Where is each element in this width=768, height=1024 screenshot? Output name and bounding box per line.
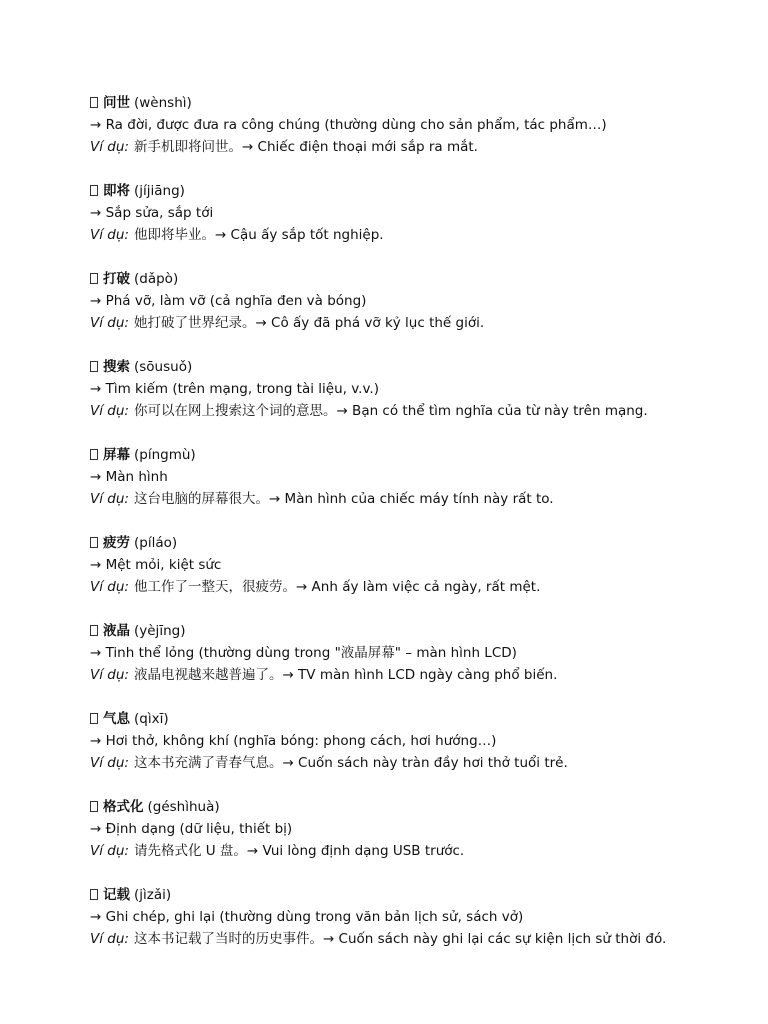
missing-glyph-icon — [90, 801, 98, 812]
example-label: Ví dụ: — [90, 315, 129, 331]
example-line — [90, 488, 750, 510]
example-label: Ví dụ: — [90, 667, 129, 683]
chinese-word: 格式化 — [103, 799, 144, 815]
chinese-word: 屏幕 — [103, 447, 130, 463]
missing-glyph-icon — [90, 625, 98, 636]
example-label: Ví dụ: — [90, 843, 129, 859]
chinese-word: 疲劳 — [103, 535, 130, 551]
chinese-word: 气息 — [103, 711, 130, 727]
missing-glyph-icon — [90, 889, 98, 900]
missing-glyph-icon — [90, 537, 98, 548]
example-label: Ví dụ: — [90, 227, 129, 243]
entry-heading — [90, 268, 750, 290]
example-text: 这台电脑的屏幕很大。→ Màn hình của chiếc máy tính này rất to. — [133, 491, 554, 507]
pinyin: (píngmù) — [134, 447, 196, 463]
example-line — [90, 664, 750, 686]
pinyin: (píláo) — [134, 535, 178, 551]
example-line — [90, 928, 750, 950]
entry-heading — [90, 356, 750, 378]
entry-heading — [90, 884, 750, 906]
example-text: 新手机即将问世。→ Chiếc điện thoại mới sắp ra mắt. — [133, 139, 478, 155]
pinyin: (wènshì) — [134, 95, 192, 111]
entry-heading — [90, 796, 750, 818]
pinyin: (jíjiāng) — [134, 183, 185, 199]
example-line — [90, 840, 750, 862]
example-line — [90, 136, 750, 158]
pinyin: (sōusuǒ) — [134, 359, 193, 375]
example-line — [90, 400, 750, 422]
example-text: 他即将毕业。→ Cậu ấy sắp tốt nghiệp. — [133, 227, 384, 243]
vocab-entry — [90, 884, 750, 950]
pinyin: (géshìhuà) — [147, 799, 220, 815]
chinese-word: 即将 — [103, 183, 130, 199]
example-label: Ví dụ: — [90, 931, 129, 947]
example-line — [90, 312, 750, 334]
vocab-entry — [90, 268, 750, 334]
entry-heading — [90, 444, 750, 466]
example-label: Ví dụ: — [90, 403, 129, 419]
missing-glyph-icon — [90, 97, 98, 108]
meaning: → Phá vỡ, làm vỡ (cả nghĩa đen và bóng) — [90, 293, 367, 309]
pinyin: (yèjīng) — [134, 623, 186, 639]
chinese-word: 液晶 — [103, 623, 130, 639]
example-line — [90, 752, 750, 774]
pinyin: (dǎpò) — [134, 271, 179, 287]
example-label: Ví dụ: — [90, 139, 129, 155]
missing-glyph-icon — [90, 713, 98, 724]
missing-glyph-icon — [90, 273, 98, 284]
chinese-word: 搜索 — [103, 359, 130, 375]
meaning: → Màn hình — [90, 469, 168, 485]
entry-heading — [90, 180, 750, 202]
entry-heading — [90, 620, 750, 642]
pinyin: (jìzǎi) — [134, 887, 172, 903]
meaning: → Định dạng (dữ liệu, thiết bị) — [90, 821, 293, 837]
missing-glyph-icon — [90, 361, 98, 372]
entry-heading — [90, 708, 750, 730]
example-line — [90, 224, 750, 246]
example-text: 他工作了一整天，很疲劳。→ Anh ấy làm việc cả ngày, rất mệt. — [133, 579, 541, 595]
meaning: → Ghi chép, ghi lại (thường dùng trong văn bản lịch sử, sách vở) — [90, 909, 524, 925]
missing-glyph-icon — [90, 449, 98, 460]
meaning: → Hơi thở, không khí (nghĩa bóng: phong cách, hơi hướng…) — [90, 733, 497, 749]
chinese-word: 打破 — [103, 271, 130, 287]
vocab-entry — [90, 92, 750, 158]
example-line — [90, 576, 750, 598]
vocab-entry — [90, 180, 750, 246]
vocab-entry — [90, 620, 750, 686]
meaning: → Ra đời, được đưa ra công chúng (thường dùng cho sản phẩm, tác phẩm…) — [90, 117, 607, 133]
example-label: Ví dụ: — [90, 755, 129, 771]
example-label: Ví dụ: — [90, 491, 129, 507]
entry-heading — [90, 532, 750, 554]
meaning: → Sắp sửa, sắp tới — [90, 205, 214, 221]
example-text: 这本书充满了青春气息。→ Cuốn sách này tràn đầy hơi thở tuổi trẻ. — [133, 755, 568, 771]
example-text: 你可以在网上搜索这个词的意思。→ Bạn có thể tìm nghĩa của từ này trên mạng. — [133, 403, 648, 419]
vocabulary-list — [90, 92, 750, 972]
vocab-entry — [90, 356, 750, 422]
meaning: → Tìm kiếm (trên mạng, trong tài liệu, v.v.) — [90, 381, 379, 397]
chinese-word: 记载 — [103, 887, 130, 903]
example-text: 请先格式化 U 盘。→ Vui lòng định dạng USB trước. — [133, 843, 465, 859]
pinyin: (qìxī) — [134, 711, 169, 727]
example-text: 这本书记载了当时的历史事件。→ Cuốn sách này ghi lại các sự kiện lịch sử thời đó. — [133, 931, 667, 947]
vocab-entry — [90, 532, 750, 598]
vocab-entry — [90, 444, 750, 510]
example-text: 她打破了世界纪录。→ Cô ấy đã phá vỡ kỷ lục thế giới. — [133, 315, 485, 331]
vocab-entry — [90, 796, 750, 862]
vocab-entry — [90, 708, 750, 774]
missing-glyph-icon — [90, 185, 98, 196]
example-label: Ví dụ: — [90, 579, 129, 595]
meaning: → Mệt mỏi, kiệt sức — [90, 557, 222, 573]
entry-heading — [90, 92, 750, 114]
chinese-word: 问世 — [103, 95, 130, 111]
meaning: → Tinh thể lỏng (thường dùng trong "液晶屏幕" – màn hình LCD) — [90, 645, 517, 661]
example-text: 液晶电视越来越普遍了。→ TV màn hình LCD ngày càng phổ biến. — [133, 667, 558, 683]
